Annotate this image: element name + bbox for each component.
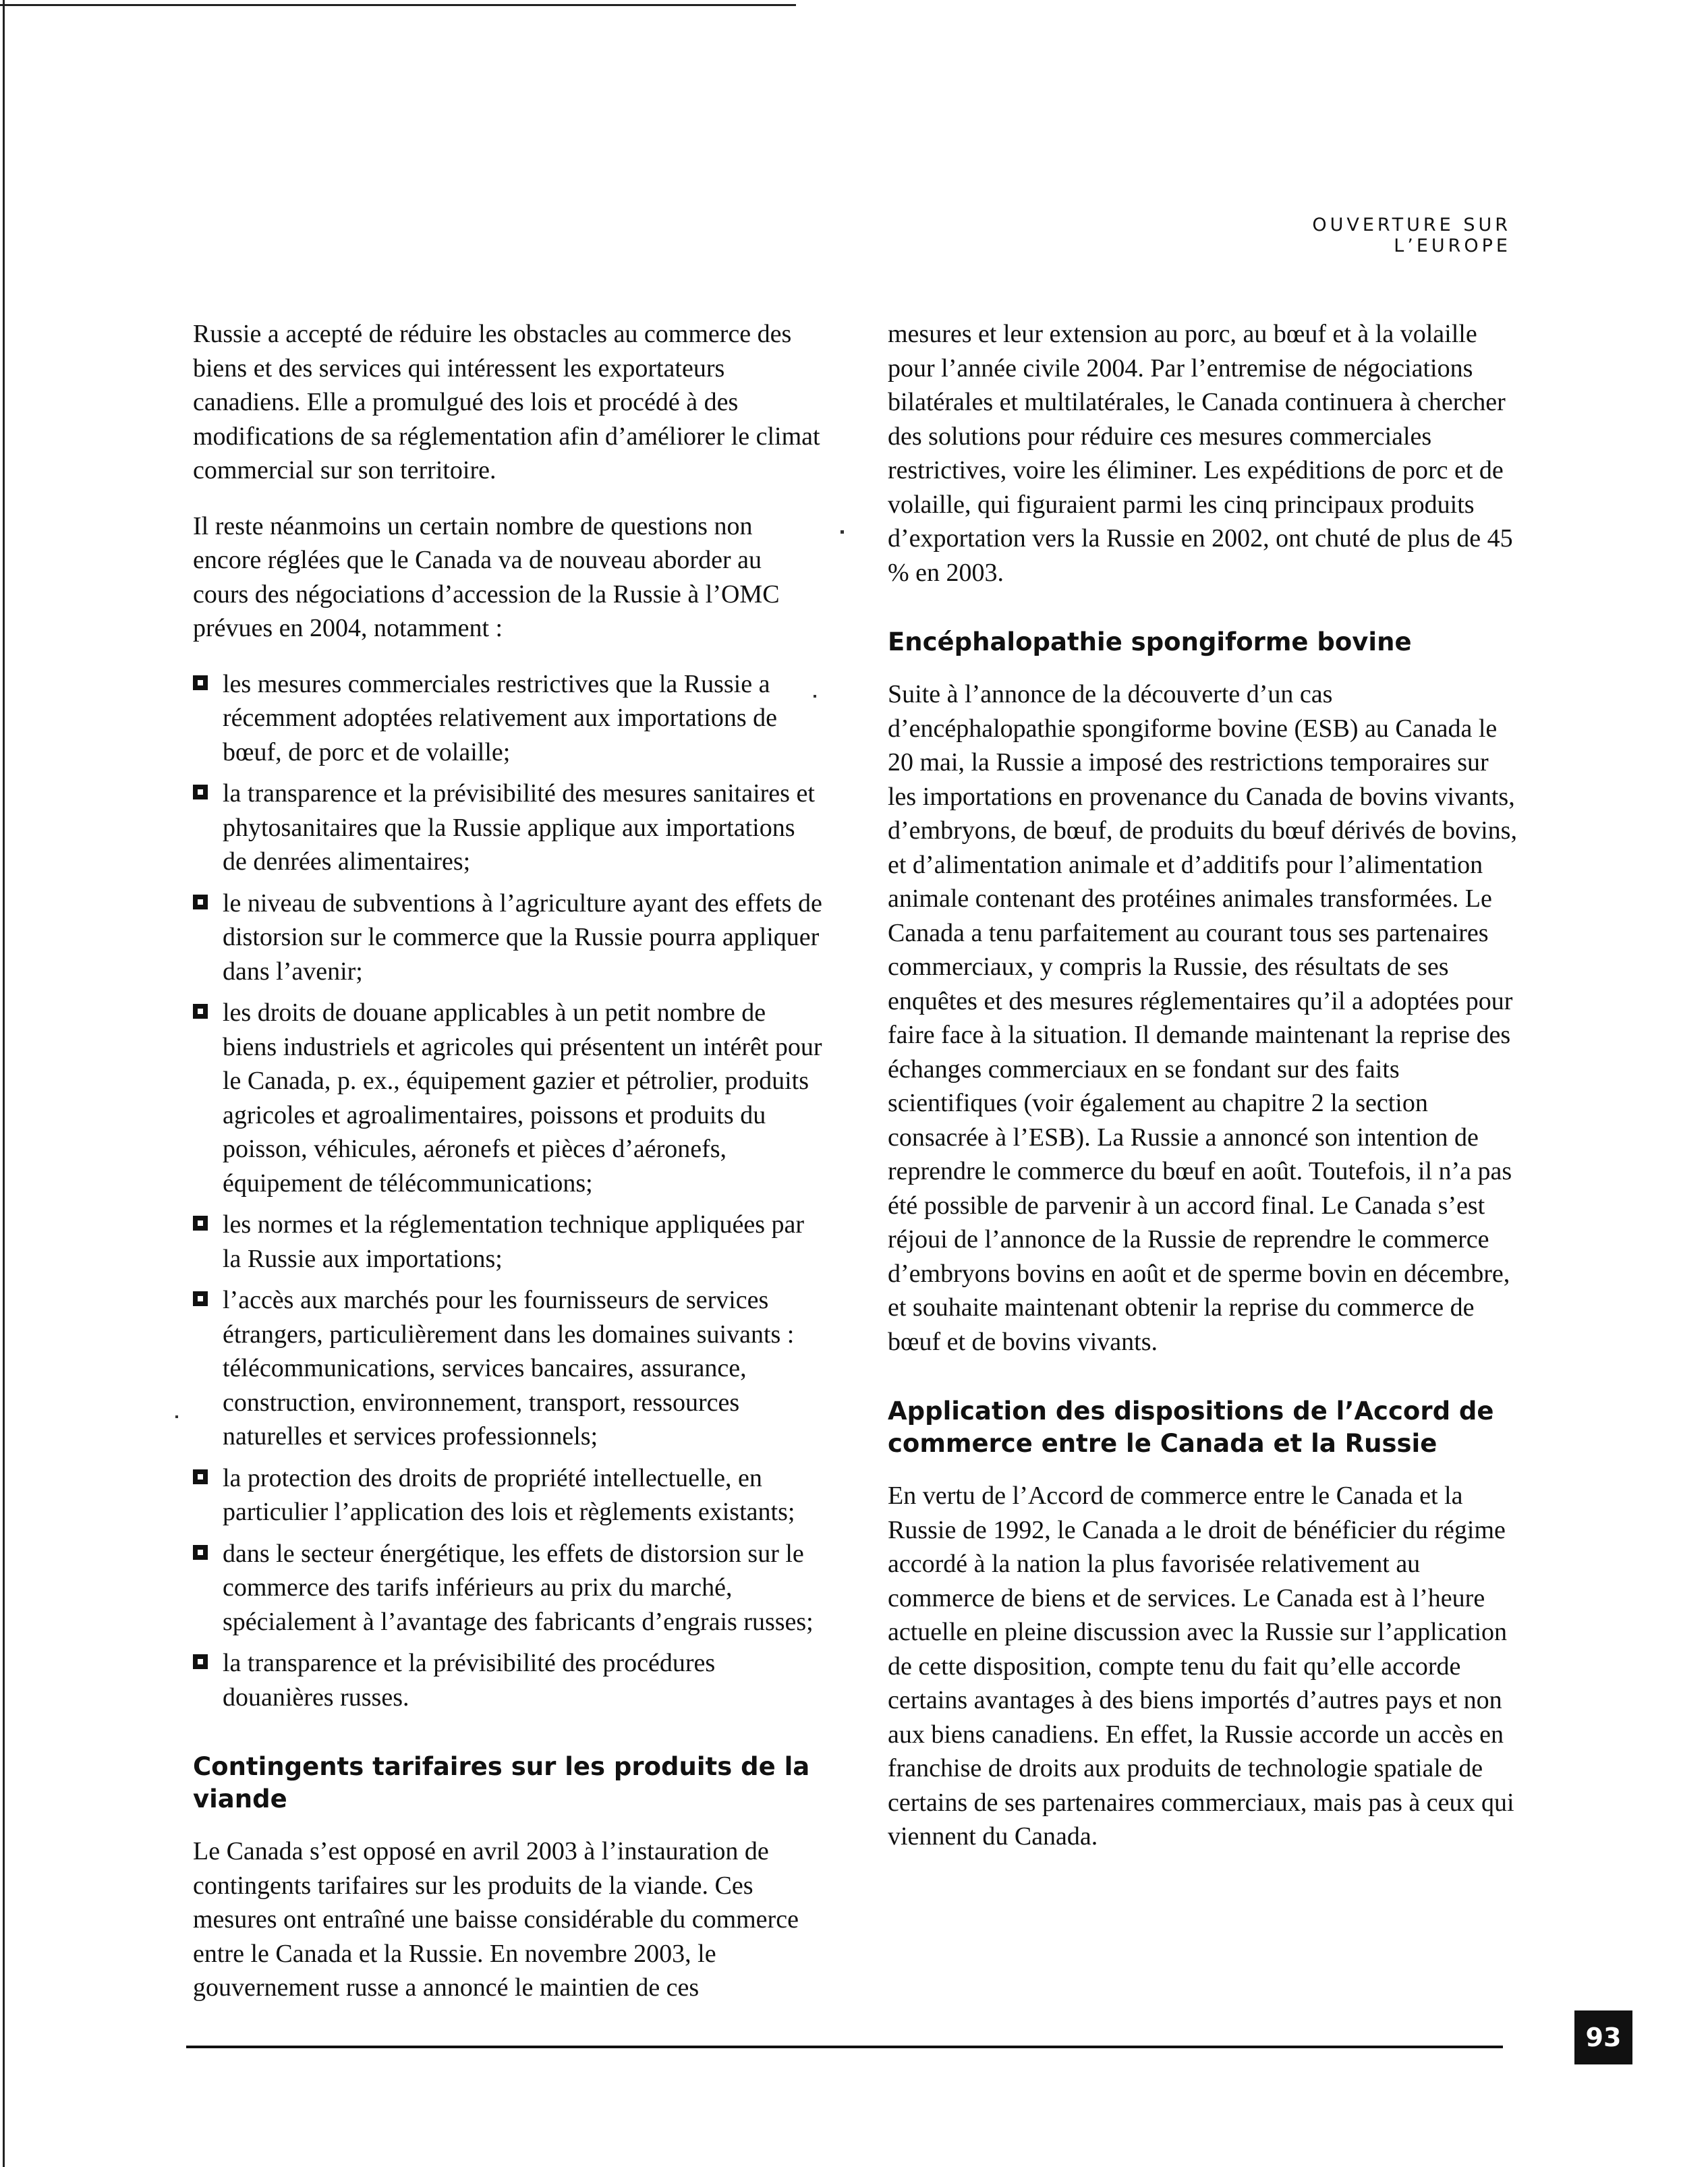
list-item: [193, 1283, 823, 1454]
top-rule: [0, 4, 796, 6]
list-item: [193, 1208, 823, 1276]
section-heading-contingents: Contingents tarifaires sur les produits de la viande: [193, 1752, 810, 1813]
square-bullet-icon: [193, 1654, 208, 1669]
page-number: 93: [1574, 2010, 1632, 2064]
list-item-text: dans le secteur énergétique, les effets de distorsion sur le commerce des tarifs inférieurs au prix du marché, spécialement à l’avantage des fabricants d’engrais russes;: [223, 1539, 814, 1636]
list-item-text: les droits de douane applicables à un petit nombre de biens industriels et agricoles qui présentent un intérêt pour le Canada, p. ex., équipement gazier et pétrolier, produits agricoles et agroalimentaires, poissons et produits du poisson, véhicules, aéronefs et pièces d’aéronefs, équipement de télécommunications;: [223, 998, 822, 1198]
scan-speck: [175, 1415, 178, 1418]
paragraph: Suite à l’annonce de la découverte d’un cas d’encéphalopathie spongiforme bovine (ESB) au Canada le 20 mai, la Russie a imposé des restrictions temporaires sur les importations en provenance du Canada de bovins vivants, d’embryons, de bœuf, de produits du bœuf dérivés de bovins, et d’alimentation animale et d’additifs pour l’alimentation animale contenant des protéines animales transformées. Le Canada a tenu parfaitement au courant tous ses partenaires commerciaux, y compris la Russie, des résultats de ses enquêtes et des mesures réglementaires qu’il a adoptées pour faire face à la situation. Il demande maintenant la reprise des échanges commerciaux en se fondant sur des faits scientifiques (voir également au chapitre 2 la section consacrée à l’ESB). La Russie a annoncé son intention de reprendre le commerce du bœuf en août. Toutefois, il n’a pas été possible de parvenir à un accord final. Le Canada s’est réjoui de l’annonce de la Russie de reprendre le commerce d’embryons bovins en août et de sperme bovin en décembre, et souhaite maintenant obtenir la reprise du commerce de bœuf et de bovins vivants.: [888, 680, 1517, 1356]
left-column: [193, 317, 823, 2027]
section-heading-esb: Encéphalopathie spongiforme bovine: [888, 627, 1412, 656]
right-column: [888, 317, 1518, 1876]
list-item-text: l’accès aux marchés pour les fournisseurs de services étrangers, particulièrement dans les domaines suivants : télécommunications, services bancaires, assurance, construction, environnement, transport, ressources naturelles et services professionnels;: [223, 1286, 795, 1451]
paragraph: En vertu de l’Accord de commerce entre le Canada et la Russie de 1992, le Canada a le droit de bénéficier du régime accordé à la nation la plus favorisée relativement au commerce de biens et de services. Le Canada est à l’heure actuelle en pleine discussion avec la Russie sur l’application de cette disposition, compte tenu du fait qu’elle accorde certains avantages à des biens importés d’autres pays et non aux biens canadiens. En effet, la Russie accorde un accès en franchise de droits aux produits de technologie spatiale de certains de ses partenaires commerciaux, mais pas à ceux qui viennent du Canada.: [888, 1482, 1514, 1851]
paragraph: Russie a accepté de réduire les obstacles au commerce des biens et des services qui intéressent les exportateurs canadiens. Elle a promulgué des lois et procédé à des modifications de sa réglementation afin d’améliorer le climat commercial sur son territoire.: [193, 320, 820, 484]
bottom-rule: [186, 2046, 1503, 2048]
paragraph: Il reste néanmoins un certain nombre de questions non encore réglées que le Canada va de nouveau aborder au cours des négociations d’accession de la Russie à l’OMC prévues en 2004, notamment :: [193, 511, 780, 642]
list-item-text: la protection des droits de propriété intellectuelle, en particulier l’application des lois et règlements existants;: [223, 1463, 795, 1526]
scan-speck: [841, 530, 844, 534]
list-item: [193, 1537, 823, 1639]
list-item: [193, 777, 823, 879]
list-item-text: le niveau de subventions à l’agriculture ayant des effets de distorsion sur le commerce que la Russie pourra appliquer dans l’avenir;: [223, 889, 822, 986]
paragraph: Le Canada s’est opposé en avril 2003 à l’instauration de contingents tarifaires sur les produits de la viande. Ces mesures ont entraîné une baisse considérable du commerce entre le Canada et la Russie. En novembre 2003, le gouvernement russe a annoncé le maintien de ces: [193, 1837, 799, 2002]
square-bullet-icon: [193, 1469, 208, 1484]
list-item: [193, 1461, 823, 1529]
list-item-text: les mesures commerciales restrictives que la Russie a récemment adoptées relativement aux importations de bœuf, de porc et de volaille;: [223, 669, 777, 766]
list-item: [193, 1646, 823, 1714]
square-bullet-icon: [193, 675, 208, 690]
issues-list: [193, 667, 823, 1715]
running-head: OUVERTURE SUR L’EUROPE: [1312, 215, 1511, 256]
scan-speck: [814, 695, 816, 698]
list-item: [193, 996, 823, 1200]
page-edge-rule: [3, 0, 5, 2167]
paragraph: mesures et leur extension au porc, au bœuf et à la volaille pour l’année civile 2004. Par l’entremise de négociations bilatérales et multilatérales, le Canada continuera à chercher des solutions pour réduire ces mesures commerciales restrictives, voire les éliminer. Les expéditions de porc et de volaille, qui figuraient parmi les cinq principaux produits d’exportation vers la Russie en 2002, ont chuté de plus de 45 % en 2003.: [888, 320, 1513, 587]
square-bullet-icon: [193, 1216, 208, 1231]
list-item-text: la transparence et la prévisibilité des procédures douanières russes.: [223, 1649, 716, 1712]
list-item: [193, 667, 823, 770]
section-heading-accord: Application des dispositions de l’Accord de commerce entre le Canada et la Russie: [888, 1397, 1494, 1458]
square-bullet-icon: [193, 1004, 208, 1019]
list-item: [193, 886, 823, 989]
square-bullet-icon: [193, 1291, 208, 1306]
list-item-text: les normes et la réglementation technique appliquées par la Russie aux importations;: [223, 1210, 805, 1273]
square-bullet-icon: [193, 785, 208, 799]
square-bullet-icon: [193, 1545, 208, 1560]
list-item-text: la transparence et la prévisibilité des mesures sanitaires et phytosanitaires que la Russie applique aux importations de denrées alimentaires;: [223, 779, 815, 876]
square-bullet-icon: [193, 895, 208, 909]
